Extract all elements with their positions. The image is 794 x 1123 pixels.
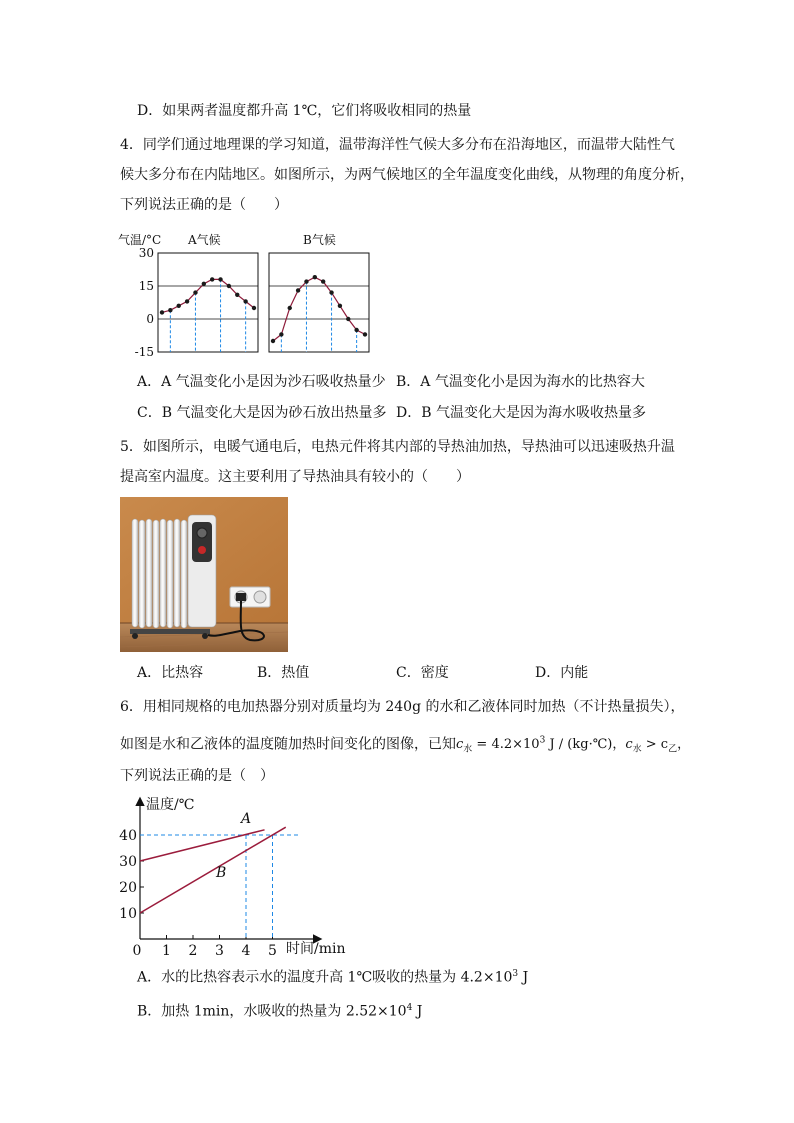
chart-b-point: [329, 290, 333, 294]
q4-option-d: D．B 气温变化大是因为海水吸收热量多: [396, 405, 646, 421]
q5-option-a: A．比热容: [137, 665, 204, 681]
heater-fin: [160, 519, 166, 627]
q4-stem-line-2: 候大多分布在内陆地区。如图所示，为两气候地区的全年温度变化曲线，从物理的角度分析，: [120, 167, 694, 183]
chart-a-ytick-label: 30: [138, 246, 154, 260]
q6-stem-line-2: [120, 731, 690, 760]
temp-chart-xtick-label: 4: [241, 943, 251, 958]
chart-b-point: [363, 332, 367, 336]
q6-formula: $c_水 = 4.2\times 10^3$ J / (kg·℃)，$c_水 > c_乙$，: [456, 736, 691, 755]
chart-a-title: A气候: [188, 233, 221, 247]
chart-a-point: [235, 293, 239, 297]
temp-chart-xtick-label: 2: [188, 943, 198, 958]
heater-fin: [132, 519, 138, 627]
heater-fin: [139, 520, 145, 628]
chart-a-yticks: [135, 246, 154, 356]
chart-a-point: [202, 282, 206, 286]
heater-fin: [167, 520, 173, 628]
temp-chart-ytick-label: 10: [119, 906, 137, 922]
chart-b-point: [279, 332, 283, 336]
q5-stem-line-1: 5．如图所示，电暖气通电后，电热元件将其内部的导热油加热，导热油可以迅速吸热升温: [120, 439, 675, 455]
chart-a-ylabel: 气温/°C: [118, 233, 162, 247]
chart-b-point: [271, 339, 275, 343]
temp-chart-xtick-label: 5: [268, 943, 277, 958]
chart-b-point: [304, 279, 308, 283]
temp-chart-line-b: [140, 827, 286, 913]
temp-chart-ytick-label: 20: [119, 880, 137, 896]
line-a-label: A: [241, 811, 252, 827]
chart-b-series-line: [273, 277, 365, 341]
q4-stem-line-1: 4．同学们通过地理课的学习知道，温带海洋性气候大多分布在沿海地区，而温带大陆性气: [120, 137, 675, 153]
chart-b-point: [321, 279, 325, 283]
heater-fin: [174, 519, 180, 627]
chart-a-point: [177, 304, 181, 308]
chart-b-title: B气候: [303, 233, 336, 247]
chart-a-ytick-label: 15: [138, 279, 154, 293]
chart-b-frame: [269, 253, 369, 352]
q5-option-b: B．热值: [257, 665, 310, 681]
chart-a-ytick-label: 0: [146, 312, 154, 326]
q4-option-b: B．A 气温变化小是因为海水的比热容大: [396, 374, 645, 390]
chart-a-point: [185, 299, 189, 303]
oil-heater-photo: [120, 497, 288, 652]
q6-stem-text: 如图是水和乙液体的温度随加热时间变化的图像，已知: [120, 736, 456, 753]
chart-a-point: [243, 299, 247, 303]
q6-option-b: B．加热 1min，水吸收的热量为 $2.52\times 10^4$ J: [137, 1003, 423, 1020]
q3-option-d: D．如果两者温度都升高 1℃，它们将吸收相同的热量: [137, 103, 472, 119]
temp-chart-xtick-label: 1: [162, 943, 171, 958]
chart-a-point: [193, 290, 197, 294]
temp-chart-xtick-label: 0: [132, 943, 142, 958]
chart-a-frame: [158, 253, 258, 352]
chart-a-point: [210, 277, 214, 281]
heater-fin: [153, 520, 159, 628]
temp-chart-ylabel: 温度/℃: [146, 797, 195, 813]
q4-option-a: A．A 气温变化小是因为沙石吸收热量少: [137, 374, 386, 390]
temp-chart-xlabel: 时间/min: [286, 941, 346, 957]
heater-fin: [146, 519, 152, 627]
heater-fin: [181, 520, 187, 628]
chart-a-point: [252, 306, 256, 310]
temp-chart-ytick-label: 40: [119, 828, 137, 844]
q4-option-c: C．B 气温变化大是因为砂石放出热量多: [137, 405, 387, 421]
temp-chart-ytick-label: 30: [119, 854, 137, 870]
chart-a-series-line: [162, 279, 254, 312]
chart-b-plot: [269, 253, 369, 352]
chart-a-point: [227, 284, 231, 288]
q6-option-a: A．水的比热容表示水的温度升高 1℃吸收的热量为 $4.2\times 10^3$ J: [137, 969, 529, 986]
chart-b-point: [288, 306, 292, 310]
chart-a-plot: [158, 253, 258, 352]
chart-a-ytick-label: -15: [134, 345, 154, 356]
q6-stem-line-1: 6．用相同规格的电加热器分别对质量均为 240g 的水和乙液体同时加热（不计热量损失），: [120, 699, 685, 715]
q5-stem-line-2: 提高室内温度。这主要利用了导热油具有较小的（ ）: [120, 469, 470, 485]
q5-option-c: C．密度: [396, 665, 449, 681]
chart-b-point: [313, 275, 317, 279]
chart-a-point: [218, 277, 222, 281]
temp-chart-xtick-label: 3: [215, 943, 224, 958]
q4-stem-line-3: 下列说法正确的是（ ）: [120, 197, 288, 213]
q5-option-d: D．内能: [535, 665, 589, 681]
line-b-label: B: [216, 865, 227, 881]
chart-b-point: [346, 317, 350, 321]
chart-b-point: [338, 304, 342, 308]
chart-a-point: [160, 310, 164, 314]
chart-b-point: [354, 328, 358, 332]
q6-stem-line-3: 下列说法正确的是（ ）: [120, 768, 274, 784]
temperature-time-chart: [118, 793, 348, 958]
climate-charts: [118, 226, 378, 356]
chart-a-point: [168, 308, 172, 312]
chart-b-point: [296, 288, 300, 292]
